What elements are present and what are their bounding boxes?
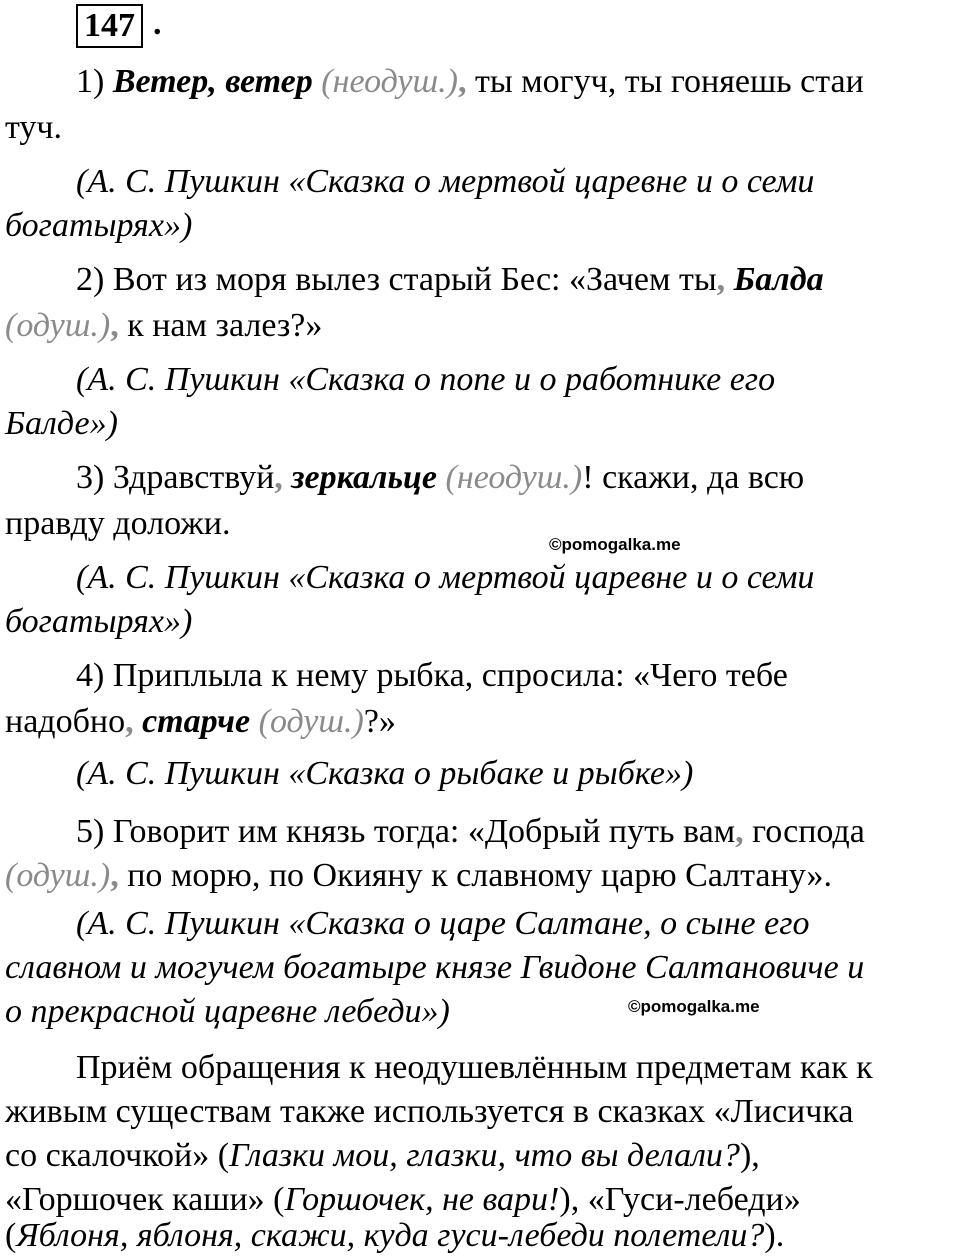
item-5-source-2: славном и могучем богатыре князе Гвидоне Салтановиче и (5, 949, 865, 986)
watermark-2: ©pomogalka.me (628, 997, 760, 1016)
item-1-line-2: туч. (5, 109, 63, 146)
conclusion-line-4: «Горшочек каши» (Горшочек, не вари!), «Гуси-лебеди» (5, 1181, 801, 1218)
item-3-address: зеркальце (291, 459, 438, 496)
item-2-line-1: 2) Вот из моря вылез старый Бес: «Зачем ты, Балда (76, 261, 824, 298)
item-2-source-1: (А. С. Пушкин «Сказка о попе и о работнике его (76, 361, 776, 398)
conclusion-line-3: со скалочкой» (Глазки мои, глазки, что вы делали?), (5, 1137, 760, 1174)
watermark-1: ©pomogalka.me (549, 535, 681, 554)
item-4-line-2: надобно, старче (одуш.)?» (5, 703, 396, 740)
item-2-line-2: (одуш.), к нам залез?» (5, 307, 323, 344)
item-5-line-1: 5) Говорит им князь тогда: «Добрый путь вам, господа (76, 813, 865, 850)
item-4-source-1: (А. С. Пушкин «Сказка о рыбаке и рыбке») (76, 755, 694, 792)
item-1-note: (неодуш.) (321, 63, 458, 100)
conclusion-line-5: (Яблоня, яблоня, скажи, куда гуси-лебеди полетели?). (5, 1217, 785, 1254)
item-3-note: (неодуш.) (445, 459, 583, 496)
item-3-source-1: (А. С. Пушкин «Сказка о мертвой царевне и о семи (76, 559, 815, 596)
item-4-line-1: 4) Приплыла к нему рыбка, спросила: «Чего тебе (76, 657, 788, 694)
item-2-source-2: Балде») (5, 405, 118, 442)
item-5-line-2: (одуш.), по морю, по Окияну к славному царю Салтану». (5, 857, 833, 894)
item-5-note: (одуш.) (5, 857, 111, 894)
item-2-note: (одуш.) (5, 307, 111, 344)
item-2-address: Балда (733, 261, 824, 298)
item-1-source-2: богатырях») (5, 207, 193, 244)
item-3-source-2: богатырях») (5, 603, 193, 640)
item-1-source-1: (А. С. Пушкин «Сказка о мертвой царевне и о семи (76, 163, 815, 200)
item-3-line-2: правду доложи. (5, 505, 231, 542)
item-1-address: Ветер, ветер (112, 63, 313, 100)
task-number-dot: . (153, 5, 162, 42)
item-4-address: старче (142, 703, 251, 740)
task-number: 147 (76, 4, 143, 48)
item-1-line-1: 1) Ветер, ветер (неодуш.), ты могуч, ты гоняешь стаи (76, 63, 864, 100)
item-5-source-3: о прекрасной царевне лебеди») (5, 993, 450, 1030)
conclusion-line-2: живым существам также используется в сказках «Лисичка (5, 1093, 854, 1130)
conclusion-line-1: Приём обращения к неодушевлённым предметам как к (76, 1049, 873, 1086)
item-5-address: господа (752, 813, 865, 850)
item-5-source-1: (А. С. Пушкин «Сказка о царе Салтане, о сыне его (76, 905, 810, 942)
item-4-note: (одуш.) (258, 703, 364, 740)
item-3-line-1: 3) Здравствуй, зеркальце (неодуш.)! скажи, да всю (76, 459, 805, 496)
